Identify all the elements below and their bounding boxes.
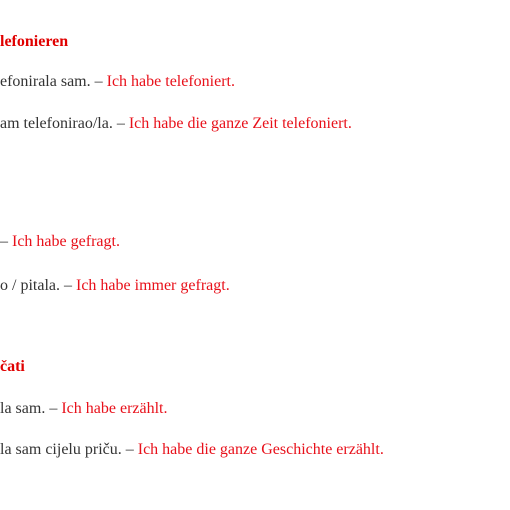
croatian-text: – [0,233,12,250]
german-text: Ich habe die ganze Zeit telefoniert. [128,115,352,132]
german-text: Ich habe immer gefragt. [75,277,230,294]
german-text: Ich habe telefoniert. [106,73,235,90]
croatian-text: o / pitala. – [0,277,76,294]
croatian-text: efonirala sam. – [0,73,107,90]
croatian-text: la sam. – [0,400,62,417]
croatian-text: am telefonirao/la. – [0,115,129,132]
section-heading: lefonieren [0,33,69,50]
example-line [0,232,120,252]
croatian-text: la sam cijelu priču. – [0,441,138,458]
example-line [0,440,384,460]
german-text: Ich habe gefragt. [12,233,120,250]
example-line [0,114,352,134]
example-line [0,72,235,92]
example-line [0,276,230,296]
german-text: Ich habe die ganze Geschichte erzählt. [137,441,384,458]
example-line [0,399,167,419]
section-heading: čati [0,358,25,375]
german-text: Ich habe erzählt. [61,400,168,417]
